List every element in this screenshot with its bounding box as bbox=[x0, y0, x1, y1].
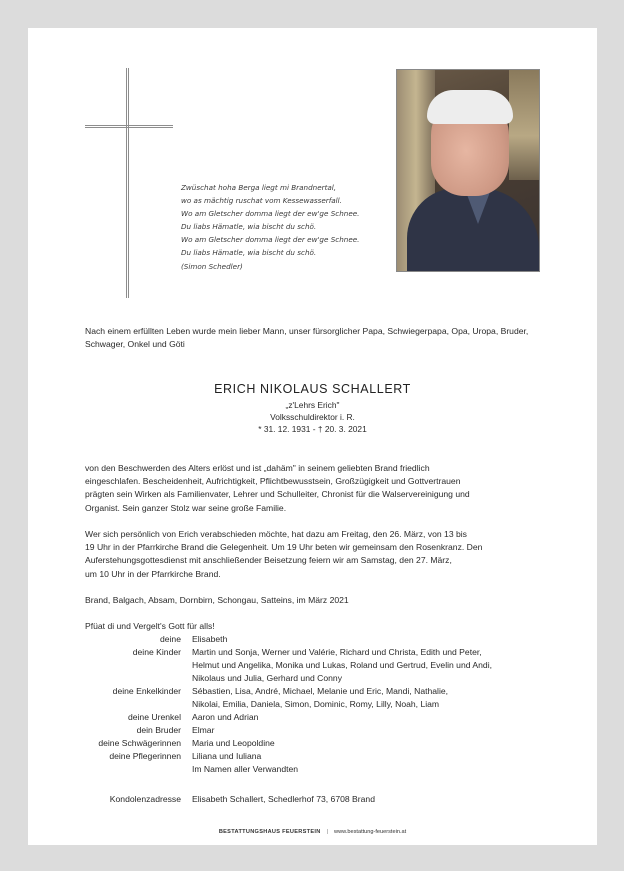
place-date-text: Brand, Balgach, Absam, Dornbirn, Schongau, Satteins, im März 2021 bbox=[85, 595, 349, 605]
poem-line: Du liabs Hämatle, wia bischt du schö. bbox=[181, 222, 317, 232]
family-value bbox=[192, 685, 552, 711]
paragraph-announcement bbox=[85, 462, 555, 515]
family-value bbox=[192, 711, 552, 724]
family-label: dein Bruder bbox=[136, 725, 181, 735]
poem-line: Wo am Gletscher domma liegt der ew'ge Schnee. bbox=[181, 209, 360, 219]
place-date-line bbox=[85, 594, 555, 607]
deceased-title: Volksschuldirektor i. R. bbox=[270, 412, 355, 422]
intro-text: Nach einem erfüllten Leben wurde mein lieber Mann, unser fürsorglicher Papa, Schwiegerpapa, Opa, Uropa, Bruder, Schwager, Onkel und Göti bbox=[85, 326, 529, 349]
family-value bbox=[192, 763, 552, 776]
paragraph-line: prägten sein Wirken als Familienvater, Lehrer und Schulleiter, Chronist für die Walservereinigung und bbox=[85, 489, 470, 500]
family-value bbox=[192, 750, 552, 763]
family-value bbox=[192, 724, 552, 737]
paragraph-line: Auferstehungsgottesdienst mit anschließender Beisetzung feiern wir am Samstag, den 27. März, bbox=[85, 555, 452, 566]
obituary-sheet bbox=[28, 28, 597, 845]
poem-line: wo as mächtig ruschat vom Kessewasserfall. bbox=[181, 196, 342, 206]
family-value bbox=[192, 646, 552, 685]
poem-line: Wo am Gletscher domma liegt der ew'ge Schnee. bbox=[181, 235, 360, 245]
family-label: deine Urenkel bbox=[127, 712, 181, 722]
footer bbox=[28, 829, 597, 835]
footer-separator: | bbox=[326, 829, 329, 835]
family-value-line: Im Namen aller Verwandten bbox=[192, 764, 299, 774]
family-value bbox=[192, 633, 552, 646]
family-label: deine Enkelkinder bbox=[112, 686, 181, 696]
paragraph-line: Organist. Sein ganzer Stolz war seine große Familie. bbox=[85, 502, 287, 513]
family-value-line: Elisabeth bbox=[192, 634, 228, 644]
paragraph-line: um 10 Uhr in der Pfarrkirche Brand. bbox=[85, 568, 221, 579]
cross-vertical-bar bbox=[126, 68, 129, 298]
paragraph-ceremony bbox=[85, 528, 555, 581]
farewell-text: Pfüat di und Vergelt's Gott für alls! bbox=[85, 621, 215, 631]
family-value-line: Elmar bbox=[192, 725, 215, 735]
cross-horizontal-bar bbox=[85, 125, 173, 128]
paragraph-line: von den Beschwerden des Alters erlöst und ist „dahäm" in seinem geliebten Brand friedlich bbox=[85, 463, 430, 473]
deceased-name: ERICH NIKOLAUS SCHALLERT bbox=[214, 382, 411, 396]
condolence-address bbox=[192, 793, 552, 806]
family-label: deine Kinder bbox=[132, 647, 181, 657]
family-value-line: Aaron und Adrian bbox=[192, 712, 259, 722]
deceased-dates: * 31. 12. 1931 - † 20. 3. 2021 bbox=[258, 424, 367, 434]
family-value-line: Martin und Sonja, Werner und Valérie, Richard und Christa, Edith und Peter, bbox=[192, 647, 482, 657]
family-label: deine Pflegerinnen bbox=[109, 751, 181, 761]
family-value-line: Maria und Leopoldine bbox=[192, 738, 275, 748]
poem-author: (Simon Schedler) bbox=[181, 261, 243, 271]
condolence-address-text: Elisabeth Schallert, Schedlerhof 73, 6708 Brand bbox=[192, 794, 375, 804]
footer-brand: BESTATTUNGSHAUS FEUERSTEIN bbox=[218, 829, 321, 835]
paragraph-line: 19 Uhr in der Pfarrkirche Brand die Gelegenheit. Um 19 Uhr beten wir gemeinsam den Rosenkranz. Den bbox=[85, 542, 483, 553]
family-value-line: Sébastien, Lisa, André, Michael, Melanie und Eric, Mandi, Nathalie, bbox=[192, 686, 449, 696]
poem-line: Du liabs Hämatle, wia bischt du schö. bbox=[181, 248, 317, 258]
paragraph-line: eingeschlafen. Bescheidenheit, Aufrichtigkeit, Pflichtbewusstsein, Großzügigkeit und Gottvertrauen bbox=[85, 476, 461, 487]
deceased-nickname: „z'Lehrs Erich" bbox=[285, 400, 340, 410]
condolence-label: Kondolenzadresse bbox=[109, 794, 181, 804]
family-label: deine Schwägerinnen bbox=[98, 738, 181, 748]
photo-person-hair bbox=[427, 90, 513, 124]
paragraph-line: Wer sich persönlich von Erich verabschieden möchte, hat dazu am Freitag, den 26. März, von 13 bis bbox=[85, 529, 467, 539]
photo-background-shelf bbox=[509, 70, 539, 180]
farewell-line bbox=[85, 620, 555, 633]
poem-line: Zwüschat hoha Berga liegt mi Brandnertal, bbox=[181, 183, 337, 192]
footer-url-link[interactable]: www.bestattung-feuerstein.at bbox=[334, 829, 407, 835]
family-value-line: Nikolaus und Julia, Gerhard und Conny bbox=[192, 673, 343, 683]
poem bbox=[181, 181, 391, 273]
family-value-line: Helmut und Angelika, Monika und Lukas, Roland und Gertrud, Evelin und Andi, bbox=[192, 660, 493, 670]
portrait-photo bbox=[396, 69, 540, 272]
family-value bbox=[192, 737, 552, 750]
family-value-line: Liliana und Iuliana bbox=[192, 751, 262, 761]
family-value-line: Nikolai, Emilia, Daniela, Simon, Dominic, Romy, Lilly, Noah, Liam bbox=[192, 699, 440, 709]
family-label: deine bbox=[159, 634, 181, 644]
